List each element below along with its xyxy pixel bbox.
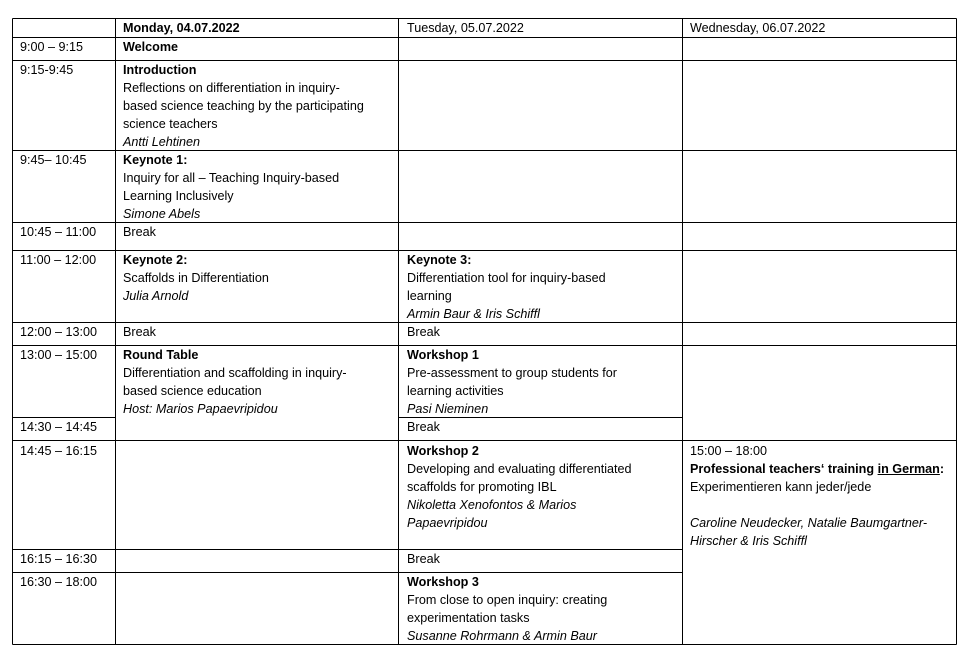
session-description: learning (407, 289, 452, 303)
tuesday-workshop-1 (407, 346, 617, 418)
session-speaker: Pasi Nieminen (407, 402, 489, 416)
monday-break: Break (123, 225, 156, 239)
title-language: in German (877, 462, 940, 476)
session-description: Differentiation and scaffolding in inquiry- (123, 366, 347, 380)
tuesday-keynote-3 (407, 251, 606, 323)
wednesday-teachers-training (690, 442, 944, 550)
session-description: Scaffolds in Differentiation (123, 271, 269, 285)
session-speaker: Armin Baur & Iris Schiffl (407, 307, 540, 321)
monday-break: Break (123, 325, 156, 339)
session-time: 15:00 – 18:00 (690, 444, 768, 458)
time-slot: 16:15 – 16:30 (20, 552, 98, 566)
session-description: science teachers (123, 117, 218, 131)
session-description: Experimentieren kann jeder/jede (690, 480, 872, 494)
session-title: Workshop 1 (407, 348, 479, 362)
session-description: based science education (123, 384, 262, 398)
tuesday-break: Break (407, 420, 440, 434)
session-description: Learning Inclusively (123, 189, 234, 203)
time-slot: 12:00 – 13:00 (20, 325, 98, 339)
session-description: learning activities (407, 384, 504, 398)
session-speaker: Hirscher & Iris Schiffl (690, 534, 807, 548)
monday-keynote-1 (123, 151, 339, 223)
session-title: Keynote 3: (407, 253, 472, 267)
time-slot: 9:45– 10:45 (20, 153, 87, 167)
header-monday: Monday, 04.07.2022 (123, 21, 240, 35)
time-slot: 10:45 – 11:00 (20, 225, 97, 239)
session-title: Workshop 2 (407, 444, 479, 458)
time-slot: 16:30 – 18:00 (20, 575, 98, 589)
spacer (690, 496, 944, 514)
session-speaker: Caroline Neudecker, Natalie Baumgartner- (690, 516, 928, 530)
session-description: Inquiry for all – Teaching Inquiry-based (123, 171, 340, 185)
session-description: experimentation tasks (407, 611, 530, 625)
session-title: Round Table (123, 348, 199, 362)
session-title: Keynote 1: (123, 153, 188, 167)
monday-welcome: Welcome (123, 40, 179, 54)
session-host: Host: Marios Papaevripidou (123, 402, 278, 416)
monday-introduction (123, 61, 364, 151)
session-speaker: Simone Abels (123, 207, 201, 221)
session-description: Reflections on differentiation in inquiry- (123, 81, 340, 95)
tuesday-break: Break (407, 552, 440, 566)
session-speaker: Nikoletta Xenofontos & Marios (407, 498, 577, 512)
session-title: Introduction (123, 63, 197, 77)
session-speaker: Antti Lehtinen (123, 135, 201, 149)
session-description: Developing and evaluating differentiated (407, 462, 632, 476)
monday-keynote-2 (123, 251, 269, 305)
session-title: Workshop 3 (407, 575, 479, 589)
session-description: based science teaching by the participating (123, 99, 364, 113)
time-slot: 11:00 – 12:00 (20, 253, 97, 267)
time-slot: 14:45 – 16:15 (20, 444, 98, 458)
header-tuesday: Tuesday, 05.07.2022 (407, 21, 524, 35)
monday-round-table (123, 346, 347, 418)
session-speaker: Susanne Rohrmann & Armin Baur (407, 629, 597, 643)
time-slot: 14:30 – 14:45 (20, 420, 98, 434)
title-part: Professional teachers‘ training (690, 462, 878, 476)
tuesday-workshop-3 (407, 573, 607, 645)
session-description: Pre-assessment to group students for (407, 366, 617, 380)
tuesday-workshop-2 (407, 442, 632, 532)
session-title (690, 460, 944, 478)
time-slot: 13:00 – 15:00 (20, 348, 98, 362)
time-slot: 9:15-9:45 (20, 63, 74, 77)
header-wednesday: Wednesday, 06.07.2022 (690, 21, 826, 35)
session-description: Differentiation tool for inquiry-based (407, 271, 606, 285)
session-description: From close to open inquiry: creating (407, 593, 608, 607)
title-colon: : (939, 462, 945, 476)
time-slot: 9:00 – 9:15 (20, 40, 84, 54)
session-description: scaffolds for promoting IBL (407, 480, 557, 494)
session-title: Keynote 2: (123, 253, 188, 267)
session-speaker: Papaevripidou (407, 516, 488, 530)
session-speaker: Julia Arnold (123, 289, 189, 303)
tuesday-break: Break (407, 325, 440, 339)
